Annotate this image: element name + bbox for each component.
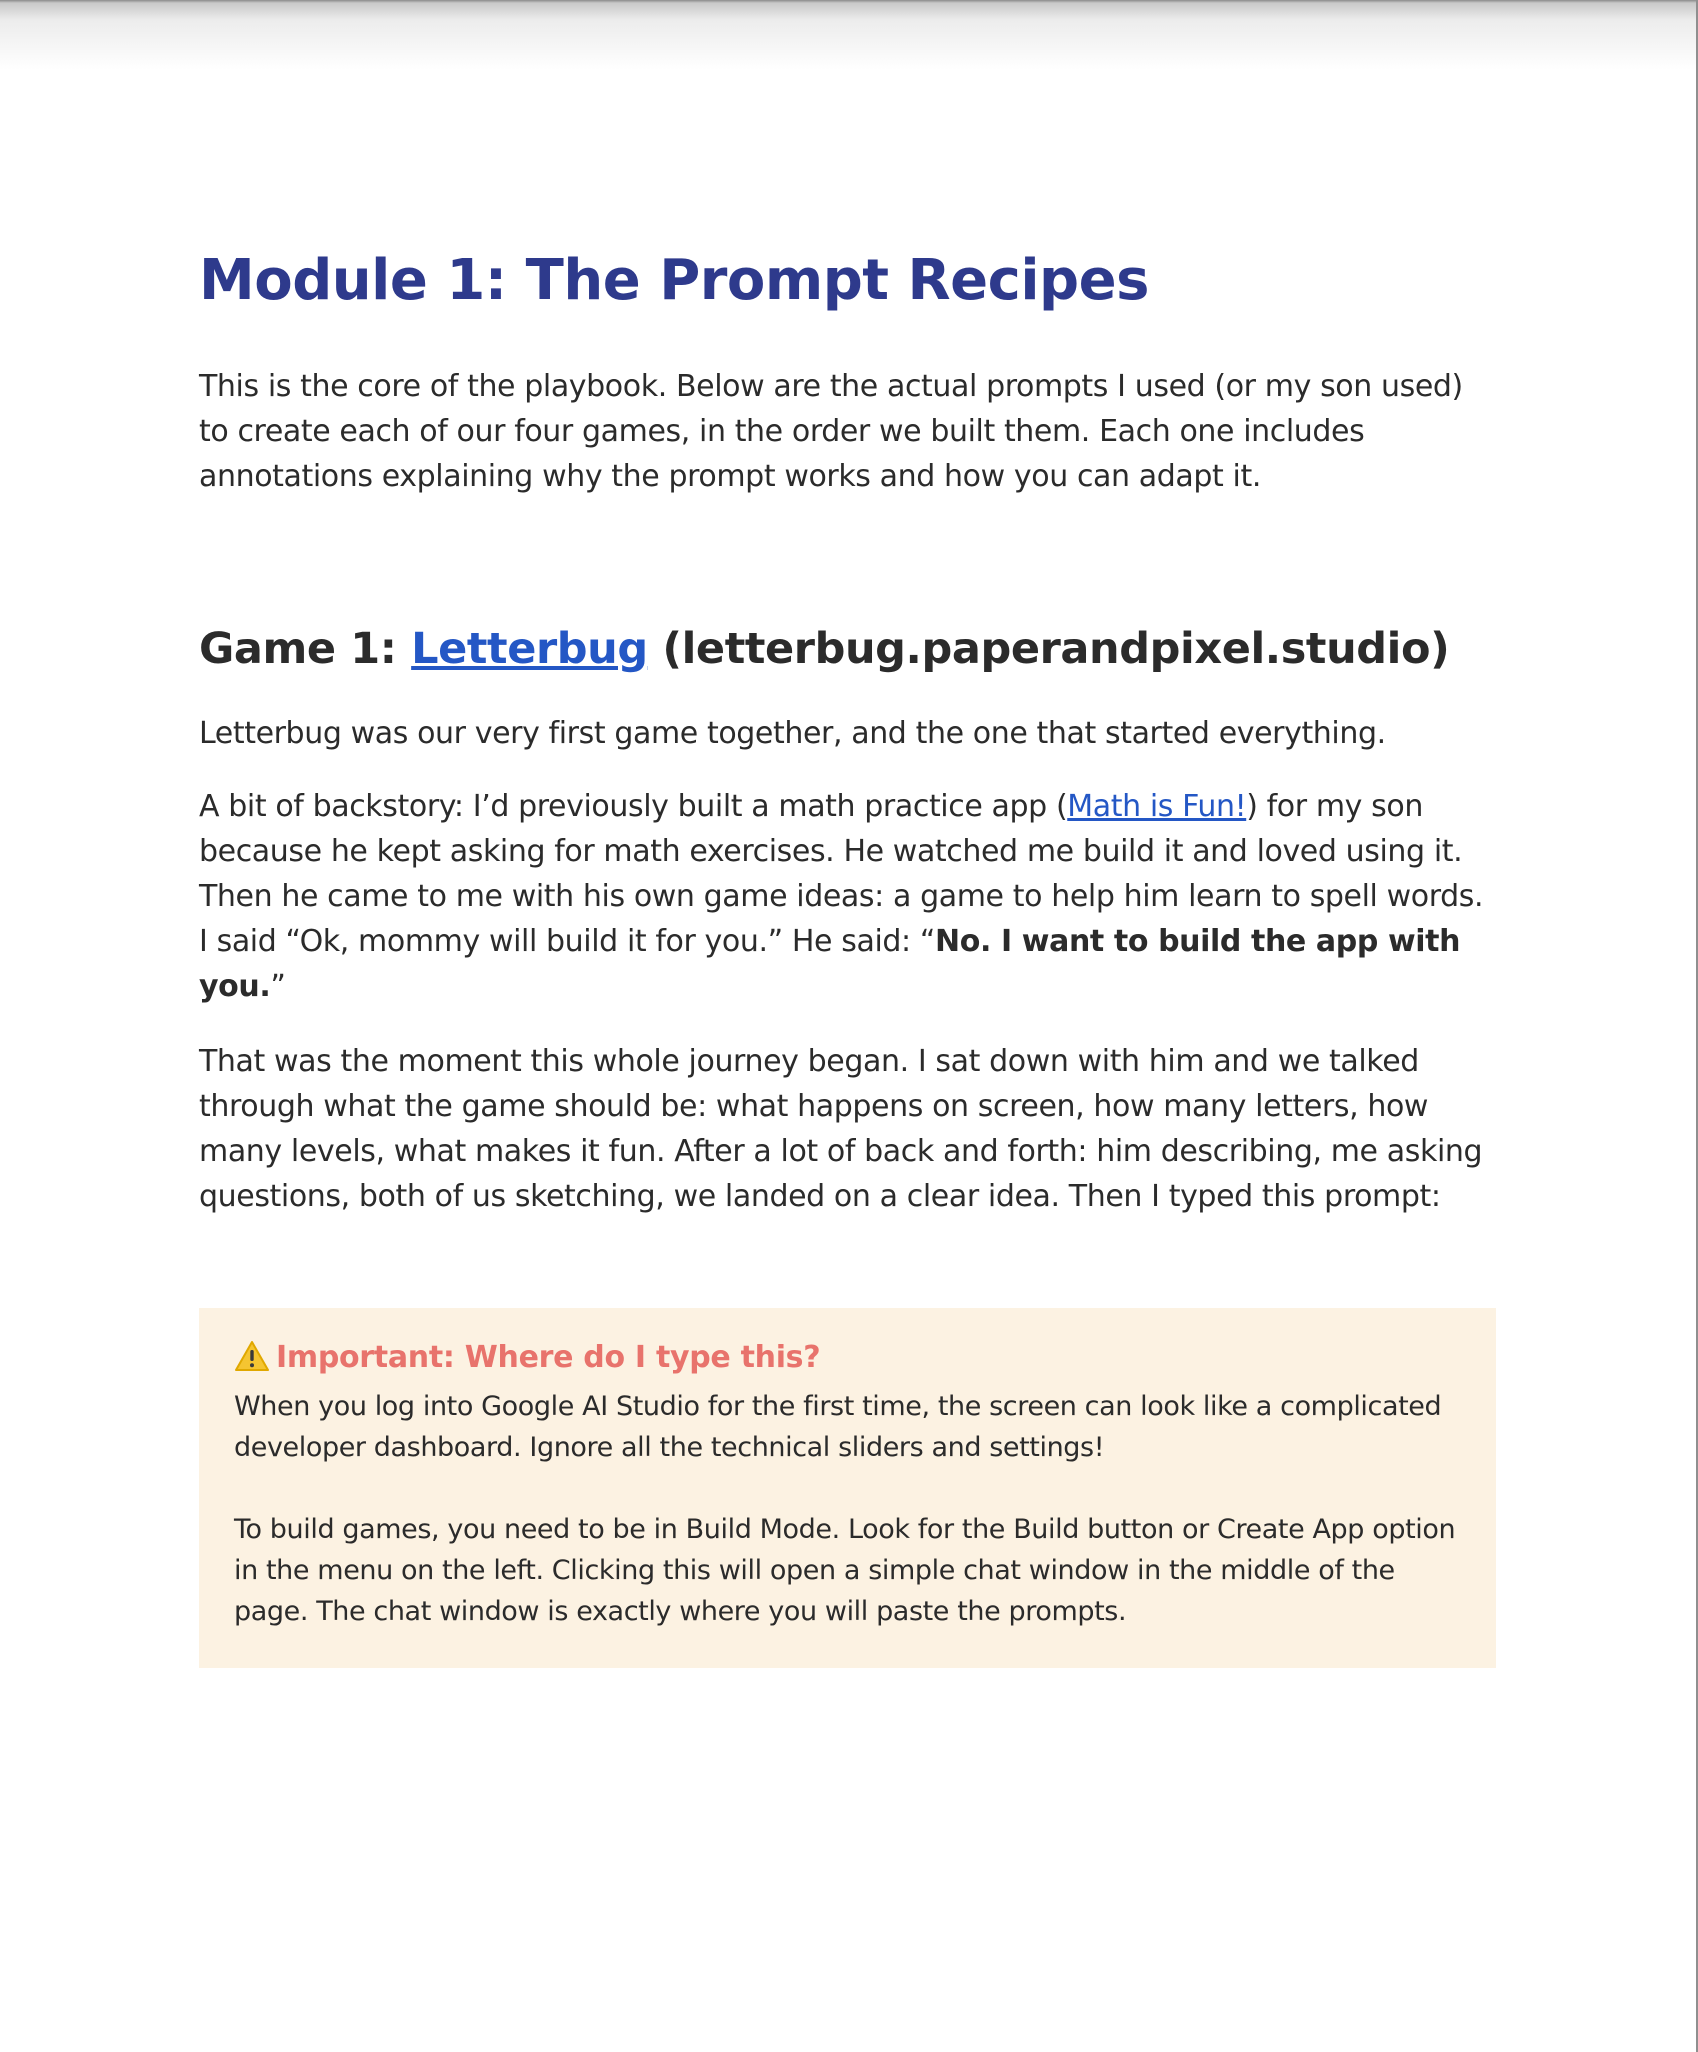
backstory-text-b: ) for my son because he kept asking for math exercises. He watched me build it and loved using it. Then he came to me with his own game ideas: a game to help him learn to spell words. I said “Ok, mommy will build it for you.” He said: “ xyxy=(199,789,1484,959)
window-top-shadow xyxy=(0,0,1698,80)
game1-paragraph-1: Letterbug was our very first game together, and the one that started everything. xyxy=(199,716,1386,751)
game1-heading xyxy=(199,624,1449,674)
callout-text-1: When you log into Google AI Studio for the first time, the screen can look like a complicated developer dashboard. Ignore all the technical sliders and settings! xyxy=(234,1391,1442,1463)
game1-heading-suffix: (letterbug.paperandpixel.studio) xyxy=(647,624,1450,674)
game1-heading-prefix: Game 1: xyxy=(199,624,412,674)
module-title: Module 1: The Prompt Recipes xyxy=(199,248,1149,313)
game1-paragraph-2 xyxy=(199,784,1499,1009)
backstory-quote-bold: No. I want to build the app with you. xyxy=(199,924,1461,1004)
callout-title-text: Important: Where do I type this? xyxy=(276,1340,821,1375)
backstory-text-a: A bit of backstory: I’d previously built a math practice app ( xyxy=(199,789,1068,824)
callout-text-2: To build games, you need to be in Build Mode. Look for the Build button or Create App option in the menu on the left. Clicking this will open a simple chat window in the middle of the page. The chat window is exactly where you will paste the prompts. xyxy=(234,1514,1456,1627)
letterbug-link[interactable]: Letterbug xyxy=(411,624,648,674)
math-is-fun-link[interactable]: Math is Fun! xyxy=(1067,789,1247,824)
game1-paragraph-3: That was the moment this whole journey began. I sat down with him and we talked through what the game should be: what happens on screen, how many letters, how many levels, what makes it fun. After a lot of back and forth: him describing, me asking questions, both of us sketching, we landed on a clear idea. Then I typed this prompt: xyxy=(199,1044,1483,1214)
warning-icon xyxy=(234,1340,270,1370)
module-intro: This is the core of the playbook. Below are the actual prompts I used (or my son used) to create each of our four games, in the order we built them. Each one includes annotations explaining why the prompt works and how you can adapt it. xyxy=(199,369,1463,494)
callout-title xyxy=(234,1336,1461,1380)
important-callout xyxy=(199,1308,1496,1668)
backstory-text-c: ” xyxy=(270,969,286,1004)
